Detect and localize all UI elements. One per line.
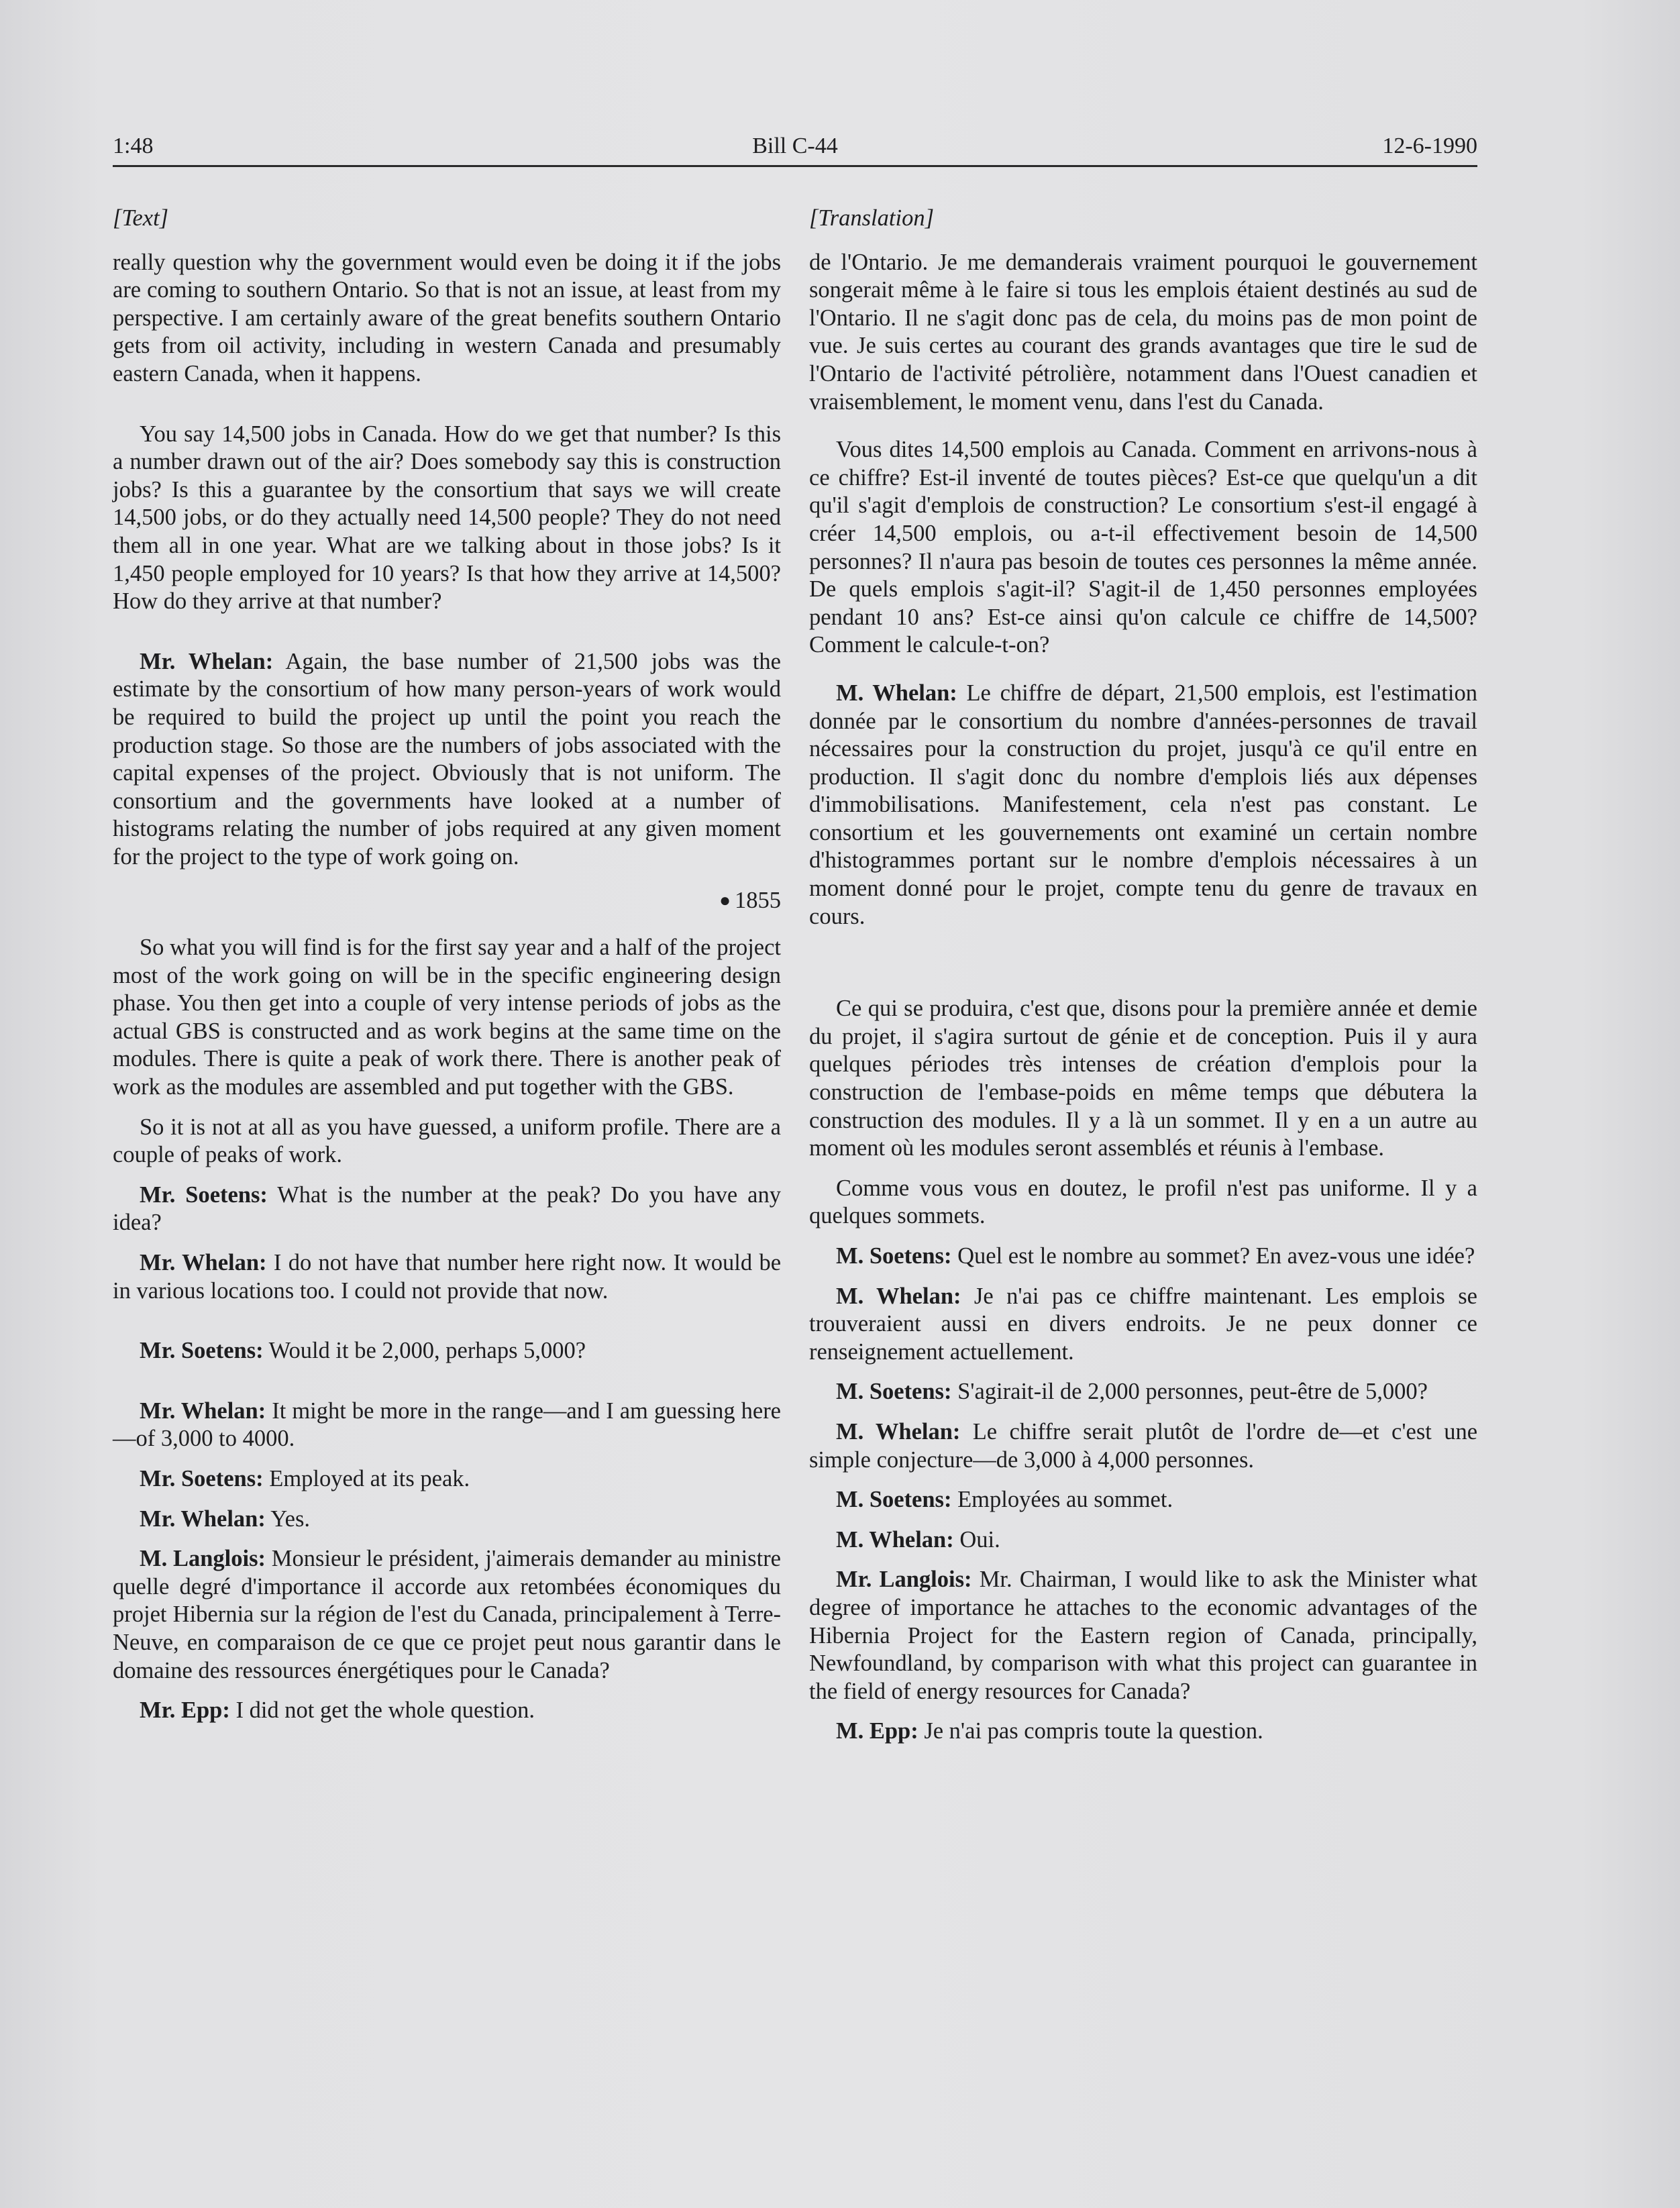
header-rule [113, 165, 1477, 167]
column-heading-translation: [Translation] [809, 205, 934, 231]
speech [809, 1526, 1477, 1555]
speech [809, 1566, 1477, 1705]
time-marker: ● 1855 [719, 888, 781, 914]
speaker-name: Mr. Langlois: [836, 1567, 972, 1593]
paragraph: Comme vous vous en doutez, le profil n'est pas uniforme. Il y a quelques sommets. [809, 1175, 1477, 1229]
speech-text: Mr. Chairman, I would like to ask the Minister what degree of importance he attaches to the economic advantages of the Hibernia Project for the Eastern region of Canada, principally, Newfoundland, by comparison with what this project can guarantee in the field of energy resources for Canada? [809, 1567, 1478, 1704]
speaker-name: M. Whelan: [836, 1283, 961, 1309]
speech [113, 1398, 781, 1453]
bullet-icon: ● [719, 890, 731, 912]
speech [809, 1283, 1477, 1367]
document-title: Bill C-44 [752, 134, 838, 158]
speech-text: What is the number at the peak? Do you have any idea? [113, 1181, 781, 1236]
speech-text: Le chiffre de départ, 21,500 emplois, est l'estimation donnée par le consortium du nombre d'années-personnes de travail nécessaires pour la construction du projet, jusqu'à ce qu'il entre en production. Il s'agit donc du nombre d'emplois liés aux dépenses d'immobilisations. Manifestement, cela n'est pas constant. Le consortium et les gouvernements ont examiné un certain nombre d'histogrammes portant sur le nombre d'emplois nécessaires à un moment donné pour le projet, compte tenu du genre de travaux en cours. [809, 680, 1478, 929]
speaker-name: Mr. Soetens: [140, 1181, 268, 1208]
speaker-name: Mr. Whelan: [140, 1506, 266, 1532]
speech [113, 1545, 781, 1685]
french-column [809, 205, 1477, 1758]
paragraph: Vous dites 14,500 emplois au Canada. Comment en arrivons-nous à ce chiffre? Est-il inventé de toutes pièces? Est-ce que quelqu'un a dit qu'il s'agit d'emplois de construction? Le consortium s'est-il engagé à créer 14,500 emplois, ou a-t-il effectivement besoin de 14,500 personnes? Il n'aura pas besoin de toutes ces personnes la même année. De quels emplois s'agit-il? S'agit-il de 1,450 personnes employées pendant 10 ans? Est-ce ainsi qu'on calcule ce chiffre de 14,500? Comment le calcule-t-on? [809, 437, 1477, 658]
speech-text: Employées au sommet. [957, 1487, 1173, 1513]
speech [113, 1697, 781, 1725]
speech [809, 1418, 1477, 1474]
speaker-name: Mr. Soetens: [140, 1338, 264, 1364]
english-column [113, 205, 781, 1737]
paragraph: de l'Ontario. Je me demanderais vraiment pourquoi le gouvernement songerait même à le faire si tous les emplois étaient destinés au sud de l'Ontario. Il ne s'agit donc pas de cela, du moins pas de mon point de vue. Je suis certes au courant des grands avantages que tire le sud de l'Ontario de l'activité pétrolière, notamment dans l'Ouest canadien et vraisemblement, le moment venu, dans l'est du Canada. [809, 249, 1477, 415]
paragraph: You say 14,500 jobs in Canada. How do we get that number? Is this a number drawn out of the air? Does somebody say this is construction jobs? Is this a guarantee by the consortium that says we will create 14,500 jobs, or do they actually need 14,500 people? They do not need them all in one year. What are we talking about in those jobs? Is it 1,450 people employed for 10 years? Is that how they arrive at 14,500? How do they arrive at that number? [113, 421, 781, 615]
speech-text: I did not get the whole question. [235, 1697, 535, 1724]
speaker-name: M. Whelan: [836, 680, 957, 706]
speech-text: Oui. [959, 1526, 1000, 1553]
speaker-name: M. Soetens: [836, 1379, 952, 1405]
speech [809, 680, 1477, 931]
speech-text: Monsieur le président, j'aimerais demander au ministre quelle degré d'importance il accorde aux retombées économiques du projet Hibernia sur la région de l'est du Canada, principalement à Terre-Neuve, en comparaison de ce que ce projet peut nous garantir dans le domaine des ressources énergétiques pour le Canada? [113, 1546, 781, 1683]
page-number: 1:48 [113, 134, 154, 158]
speech [113, 1337, 781, 1365]
document-date: 12-6-1990 [1382, 134, 1477, 158]
speaker-name: M. Epp: [836, 1718, 918, 1744]
speaker-name: M. Soetens: [836, 1487, 952, 1513]
paragraph: So what you will find is for the first say year and a half of the project most of the work going on will be in the specific engineering design phase. You then get into a couple of very intense periods of jobs as the actual GBS is constructed and as work begins at the same time on the modules. There is quite a peak of work there. There is another peak of work as the modules are assembled and put together with the GBS. [113, 935, 781, 1100]
speech-text: I do not have that number here right now. It would be in various locations too. I could not provide that now. [113, 1250, 782, 1304]
speech-text: Le chiffre serait plutôt de l'ordre de—et c'est une simple conjecture—de 3,000 à 4,000 personnes. [809, 1418, 1478, 1473]
speech-text: Yes. [270, 1506, 311, 1532]
speaker-name: M. Langlois: [140, 1546, 266, 1572]
speaker-name: Mr. Whelan: [140, 648, 274, 674]
speech [113, 1465, 781, 1493]
paragraph: Ce qui se produira, c'est que, disons pour la première année et demie du projet, il s'agira surtout de génie et de conception. Puis il y aura quelques périodes très intenses de création d'emplois pour la construction de l'embase-poids en même temps que débutera la construction des modules. Il y a là un sommet. Il y en a un autre au moment où les modules seront assemblés et réunis à l'embase. [809, 996, 1477, 1161]
speech-text: It might be more in the range—and I am guessing here—of 3,000 to 4000. [113, 1398, 781, 1452]
speech [809, 1243, 1477, 1271]
speech [113, 1506, 781, 1534]
speech-text: S'agirait-il de 2,000 personnes, peut-être de 5,000? [957, 1379, 1428, 1405]
paragraph: So it is not at all as you have guessed, a uniform profile. There are a couple of peaks of work. [113, 1114, 781, 1168]
speech [113, 1249, 781, 1305]
speech-text: Je n'ai pas compris toute la question. [924, 1718, 1263, 1744]
speech [809, 1378, 1477, 1406]
speaker-name: Mr. Whelan: [140, 1250, 267, 1275]
speech-text: Quel est le nombre au sommet? En avez-vous une idée? [957, 1243, 1475, 1269]
speech-text: Again, the base number of 21,500 jobs was the estimate by the consortium of how many person-years of work would be required to build the project up until the point you reach the production stage. So those are the numbers of jobs associated with the capital expenses of the project. Obviously that is not uniform. The consortium and the governments have looked at a number of histograms relating the number of jobs required at any given moment for the project to the type of work going on. [113, 648, 781, 870]
speech-text: Would it be 2,000, perhaps 5,000? [268, 1338, 586, 1364]
running-header [113, 132, 1477, 161]
speaker-name: Mr. Soetens: [140, 1465, 264, 1491]
speaker-name: M. Whelan: [836, 1418, 961, 1444]
speech-text: Employed at its peak. [269, 1465, 470, 1491]
speaker-name: M. Soetens: [836, 1243, 952, 1269]
speech [113, 648, 781, 872]
speech [809, 1486, 1477, 1514]
speaker-name: Mr. Epp: [140, 1697, 230, 1724]
speaker-name: M. Whelan: [836, 1526, 954, 1553]
column-heading-text: [Text] [113, 205, 169, 231]
paragraph: really question why the government would even be doing it if the jobs are coming to southern Ontario. So that is not an issue, at least from my perspective. I am certainly aware of the great benefits southern Ontario gets from oil activity, including in western Canada and presumably eastern Canada, when it happens. [113, 249, 781, 386]
speech [113, 1181, 781, 1237]
speech [809, 1718, 1477, 1746]
speaker-name: Mr. Whelan: [140, 1398, 266, 1424]
speech-text: Je n'ai pas ce chiffre maintenant. Les emplois se trouveraient aussi en divers endroits. Je ne peux donner ce renseignement actuellement. [809, 1283, 1477, 1365]
